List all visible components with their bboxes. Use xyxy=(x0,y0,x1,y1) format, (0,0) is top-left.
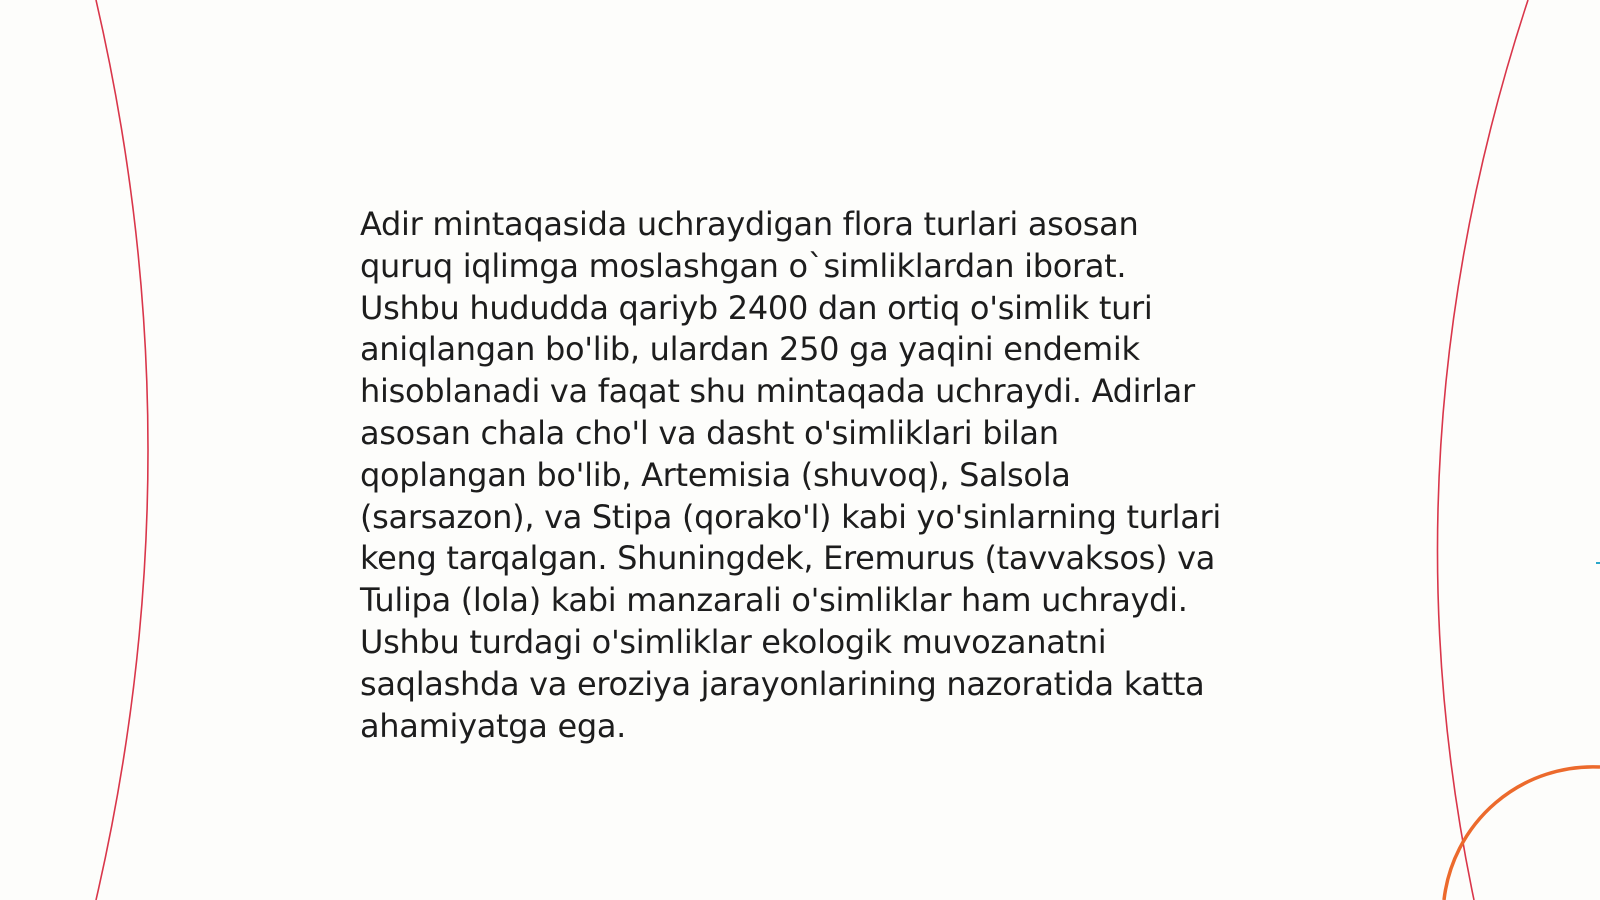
left-curve-line xyxy=(96,0,148,900)
body-paragraph: Adir mintaqasida uchraydigan flora turlari asosan quruq iqlimga moslashgan o`simliklardan iborat. Ushbu hududda qariyb 2400 dan ortiq o'simlik turi aniqlangan bo'lib, ulardan 250 ga yaqini endemik hisoblanadi va faqat shu mintaqada uchraydi. Adirlar asosan chala cho'l va dasht o'simliklari bilan qoplangan bo'lib, Artemisia (shuvoq), Salsola (sarsazon), va Stipa (qorako'l) kabi yo'sinlarning turlari keng tarqalgan. Shuningdek, Eremurus (tavvaksos) va Tulipa (lola) kabi manzarali o'simliklar ham uchraydi. Ushbu turdagi o'simliklar ekologik muvozanatni saqlashda va eroziya jarayonlarining nazoratida katta ahamiyatga ega. xyxy=(360,205,1221,745)
right-curve-line xyxy=(1437,0,1528,900)
orange-arc xyxy=(1444,767,1600,900)
